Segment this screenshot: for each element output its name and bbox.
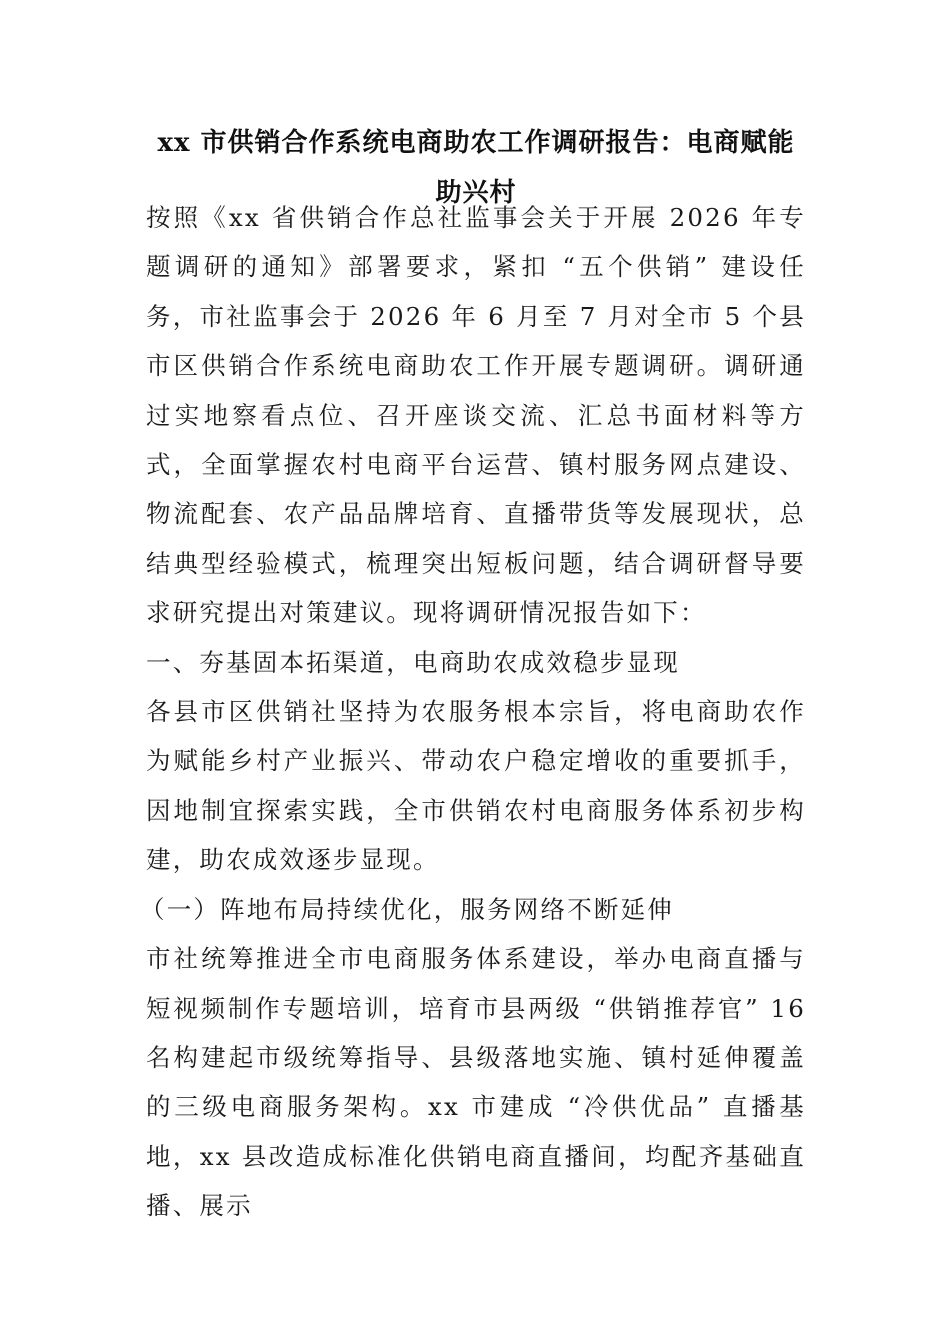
document-title: xx 市供销合作系统电商助农工作调研报告：电商赋能助兴村	[157, 128, 795, 208]
subsection-1-paragraph: 市社统筹推进全市电商服务体系建设，举办电商直播与短视频制作专题培训，培育市县两级 “供销推荐官” 16 名构建起市级统筹指导、县级落地实施、镇村延伸覆盖的三级电商服务架构。xx 市建成 “冷供优品” 直播基地，xx 县改造成标准化供销电商直播间，均配齐基础直播、展示	[146, 944, 806, 1221]
subsection-heading-1: （一）阵地布局持续优化，服务网络不断延伸	[140, 894, 674, 924]
section-heading-1: 一、夯基固本拓渠道，电商助农成效稳步显现	[146, 647, 680, 677]
intro-paragraph: 按照《xx 省供销合作总社监事会关于开展 2026 年专题调研的通知》部署要求，紧扣 “五个供销” 建设任务，市社监事会于 2026 年 6 月至 7 月对全市 5 个县市区供销合作系统电商助农工作开展专题调研。调研通过实地察看点位、召开座谈交流、汇总书面材料等方式，全面掌握农村电商平台运营、镇村服务网点建设、物流配套、农产品品牌培育、直播带货等发展现状，总结典型经验模式，梳理突出短板问题，结合调研督导要求研究提出对策建议。现将调研情况报告如下：	[146, 203, 806, 628]
section-1-paragraph: 各县市区供销社坚持为农服务根本宗旨，将电商助农作为赋能乡村产业振兴、带动农户稳定增收的重要抓手，因地制宜探索实践，全市供销农村电商服务体系初步构建，助农成效逐步显现。	[146, 697, 806, 875]
document-body	[140, 193, 806, 1231]
